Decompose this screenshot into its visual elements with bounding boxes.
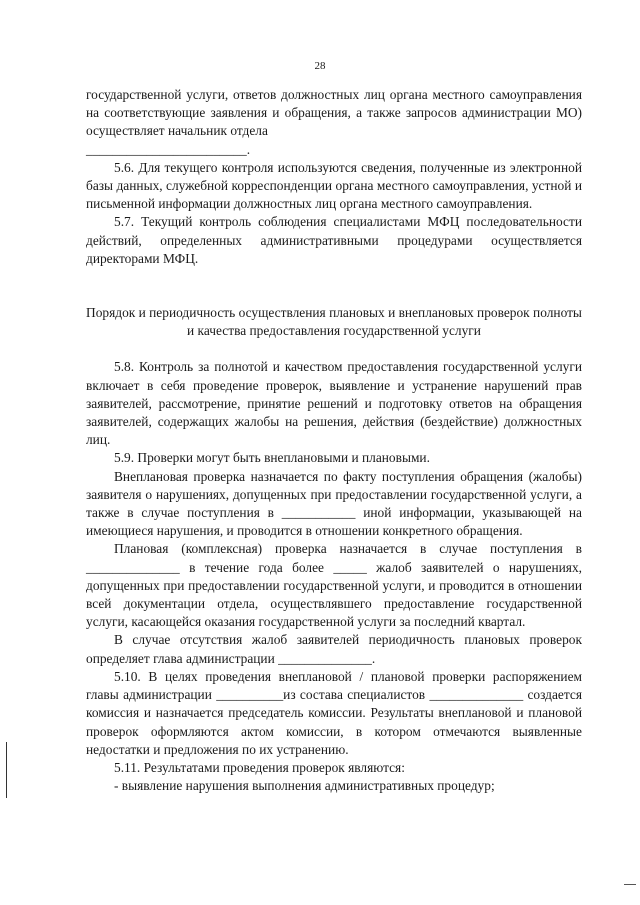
paragraph-5-7: 5.7. Текущий контроль соблюдения специалистами МФЦ последовательности действий, определенных административными процедурами осуществляется директорами МФЦ. <box>86 214 582 266</box>
scan-margin-line <box>6 742 7 798</box>
paragraph-5-9: 5.9. Проверки могут быть внеплановыми и плановыми. <box>114 450 430 466</box>
section-heading: Порядок и периодичность осуществления плановых и внеплановых проверок полноты и качества предоставления государственной услуги <box>86 305 582 339</box>
paragraph-continuation: государственной услуги, ответов должностных лиц органа местного самоуправления на соответствующие заявления и обращения, а также запросов администрации МО) осуществляет начальник отдела <box>86 87 582 139</box>
paragraph-unscheduled-check: Внеплановая проверка назначается по факту поступления обращения (жалобы) заявителя о нарушениях, допущенных при предоставлении государственной услуги, а также в случае поступления в ___________ иной информации, указывающей на имеющиеся нарушения, и проводится в отношении конкретного обращения. <box>86 468 582 539</box>
document-body <box>86 86 582 795</box>
paragraph-scheduled-check: Плановая (комплексная) проверка назначается в случае поступления в ______________ в течение года более _____ жалоб заявителей о нарушениях, допущенных при предоставлении государственной услуги, и проводится в отношении всей документации отдела, осуществлявшего предоставление государственной услуги, касающейся оказания государственной услуги за последний квартал. <box>86 541 582 630</box>
spacer <box>86 340 582 358</box>
paragraph-5-10: 5.10. В целях проведения внеплановой / плановой проверки распоряжением главы администрации __________из состава специалистов ______________ создается комиссия и назначается председатель комиссии. Результаты внеплановой и плановой проверок оформляются актом комиссии, в котором отмечаются выявленные недостатки и предложения по их устранению. <box>86 668 582 757</box>
spacer <box>86 268 582 286</box>
paragraph-5-11: 5.11. Результатами проведения проверок являются: <box>114 759 405 775</box>
paragraph-no-complaints: В случае отсутствия жалоб заявителей периодичность плановых проверок определяет глава администрации ______________. <box>86 632 582 666</box>
paragraph-blank-line: ________________________. <box>86 141 251 157</box>
page-number: 28 <box>314 60 326 72</box>
paragraph-5-6: 5.6. Для текущего контроля используются сведения, полученные из электронной базы данных, служебной корреспонденции органа местного самоуправления, устной и письменной информации должностных лиц органа местного самоуправления. <box>86 159 582 212</box>
scan-edge-mark <box>624 884 636 885</box>
spacer <box>86 286 582 304</box>
paragraph-5-8: 5.8. Контроль за полнотой и качеством предоставления государственной услуги включает в себя проведение проверок, выявление и устранение нарушений прав заявителей, рассмотрение, принятие решений и подготовку ответов на обращения заявителей, содержащих жалобы на решения, действия (бездействие) должностных лиц. <box>86 359 582 448</box>
list-item-procedure-violations: - выявление нарушения выполнения административных процедур; <box>114 778 495 794</box>
